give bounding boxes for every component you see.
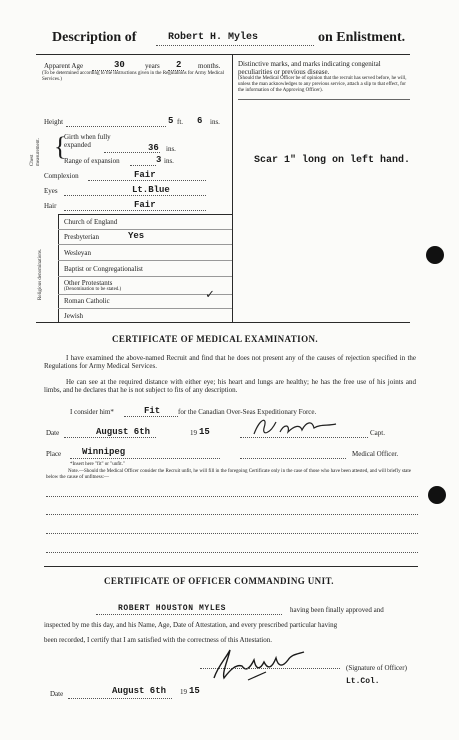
- girth-label: Girth when fully expanded: [64, 133, 111, 149]
- girth-value: 36: [148, 143, 159, 153]
- religion-church-of-england: Church of England: [64, 218, 118, 226]
- complexion-value: Fair: [134, 170, 156, 180]
- medical-officer-signature: [250, 414, 350, 440]
- medical-para2: He can see at the required distance with either eye; his heart and lungs are healthy; he has the free use of his joints and limbs, and he declares that he is not subject to fits of any description.: [44, 378, 416, 394]
- height-in: 6: [197, 116, 203, 126]
- medical-para1: I have examined the above-named Recruit and find that he does not present any of the causes of rejection specified in the Regulations for Army Medical Services.: [44, 354, 416, 370]
- apparent-age-label: Apparent Age: [44, 62, 84, 70]
- officer-year-value: 15: [189, 686, 200, 696]
- attestation-page: Description of Robert H. Myles on Enlistment. Apparent Age 30 years 2 months. (To be determined according to the instructions given in the Regulations for Army Medical Services.) Height 5 ft. 6 ins. Chest measurement. { Girth when fully expanded 36 ins. Range of expansion 3 ins. Complexion Fair Eyes Lt.Blue Hair Fair Religious denominations. Church of England Presbyterian Yes Wesleyan Baptist or Congregationalist Other Protestants (Denomination to be stated.) Roman Catholic ✓ Jewish Distinctive marks, and marks indicating congenital peculiarities or previous disease. (Should the Medical Officer be of opinion that the recruit has served before, he will, unless the man acknowledges to any previous service, attach a slip to that effect, for the information of the Approving Officer). Scar 1" long on left hand. CERTIFICATE OF MEDICAL EXAMINATION. I have examined the above-named Recruit and find that he does not present any of the causes of rejection specified in the Regulations for Army Medical Services. He can see at the required distance with either eye; his heart and lungs are healthy; he has the free use of his joints and limbs, and he declares that he is not subject to fits of any description. I consider him* Fit for the Canadian Over-Seas Expeditionary Force. Date August 6th 19 15 Capt. Place Winnipeg Medical Officer. *Insert here "fit" or "unfit." Note.—Should the Medical Officer consider the Recruit unfit, he will fill in the foregoing Certificate only in the case of those who have been attested, and will briefly state below the cause of unfitness:— CERTIFICATE OF OFFICER COMMANDING UNIT. ROBERT HOUSTON MYLES having been finally approved and inspected by me this day, and his Name, Age, Date of Attestation, and every prescribed particular having been recorded, I certify that I am satisfied with the correctness of this Attestation. (Signature of Officer) Lt.Col. Date August 6th 19 15: [0, 0, 459, 740]
- age-note: (To be determined according to the instructions given in the Regulations for Army Medical Services.): [42, 71, 224, 82]
- medical-officer-label: Medical Officer.: [352, 450, 399, 458]
- medical-place-label: Place: [46, 450, 62, 458]
- officer-line3: been recorded, I certify that I am satisfied with the correctness of this Attestation.: [44, 636, 273, 644]
- expansion-value: 3: [156, 155, 162, 165]
- officer-line1-suffix: having been finally approved and: [290, 606, 384, 614]
- years-label: years: [145, 62, 160, 70]
- capt-label: Capt.: [370, 429, 385, 437]
- complexion-label: Complexion: [44, 172, 79, 180]
- eyes-label: Eyes: [44, 187, 58, 195]
- officer-date-value: August 6th: [112, 686, 167, 696]
- medical-heading: CERTIFICATE OF MEDICAL EXAMINATION.: [112, 334, 319, 344]
- marks-value: Scar 1" long on left hand.: [254, 155, 411, 166]
- medical-date-label: Date: [46, 429, 60, 437]
- hair-label: Hair: [44, 202, 57, 210]
- footnote-fit: *Insert here "fit" or "unfit.": [70, 462, 125, 467]
- age-months: 2: [176, 60, 182, 70]
- months-label: months.: [198, 62, 221, 70]
- officer-rank: Lt.Col.: [346, 677, 380, 686]
- religion-presbyterian: Presbyterian: [64, 233, 99, 241]
- consider-prefix: I consider him*: [70, 408, 114, 416]
- religion-roman-catholic: Roman Catholic: [64, 297, 110, 305]
- fit-value: Fit: [144, 406, 161, 416]
- marks-note: (Should the Medical Officer be of opinion that the recruit has served before, he will, unless the man acknowledges to any previous service, attach a slip to that effect, for the information of the Approving Officer).: [238, 76, 407, 93]
- punch-hole: [428, 486, 446, 504]
- chest-label: Chest measurement.: [30, 138, 41, 166]
- footnote-note: Note.—Should the Medical Officer consider the Recruit unfit, he will fill in the foregoing Certificate only in the case of those who have been attested, and will briefly state below the cause of unfitness:—: [46, 469, 412, 480]
- hair-value: Fair: [134, 200, 156, 210]
- officer-recruit-name: ROBERT HOUSTON MYLES: [118, 604, 227, 613]
- other-protestants-note: (Denomination to be stated.): [64, 287, 122, 292]
- religion-wesleyan: Wesleyan: [64, 249, 92, 257]
- recruit-name: Robert H. Myles: [168, 32, 259, 43]
- age-years: 30: [114, 60, 125, 70]
- officer-line2: inspected by me this day, and his Name, Age, Date of Attestation, and every prescribed particular having: [44, 621, 338, 629]
- header-title: Description of: [52, 30, 137, 45]
- officer-signature: [208, 644, 318, 684]
- officer-date-label: Date: [50, 690, 64, 698]
- eyes-value: Lt.Blue: [132, 185, 170, 195]
- presbyterian-value: Yes: [128, 231, 145, 241]
- roman-catholic-mark: ✓: [206, 287, 214, 302]
- height-ft: 5: [168, 116, 174, 126]
- officer-heading: CERTIFICATE OF OFFICER COMMANDING UNIT.: [104, 576, 334, 586]
- ft-label: ft.: [177, 118, 184, 126]
- signature-of-officer-label: (Signature of Officer): [346, 664, 407, 672]
- punch-hole: [426, 246, 444, 264]
- expansion-label: Range of expansion: [64, 157, 120, 165]
- religion-jewish: Jewish: [64, 312, 84, 320]
- consider-suffix: for the Canadian Over-Seas Expeditionary Force.: [178, 408, 317, 416]
- officer-year-prefix: 19: [180, 688, 187, 696]
- header-suffix: on Enlistment.: [318, 30, 406, 45]
- religion-label: Religious denominations.: [38, 248, 43, 300]
- medical-date-value: August 6th: [96, 427, 151, 437]
- height-label: Height: [44, 118, 64, 126]
- ins-label: ins.: [210, 118, 220, 126]
- marks-label: Distinctive marks, and marks indicating congenital peculiarities or previous disease.: [238, 60, 381, 76]
- medical-place-value: Winnipeg: [82, 447, 126, 457]
- medical-year-value: 15: [199, 427, 210, 437]
- religion-other-protestants: Other Protestants: [64, 279, 113, 287]
- medical-year-prefix: 19: [190, 429, 197, 437]
- religion-baptist: Baptist or Congregationalist: [64, 265, 143, 273]
